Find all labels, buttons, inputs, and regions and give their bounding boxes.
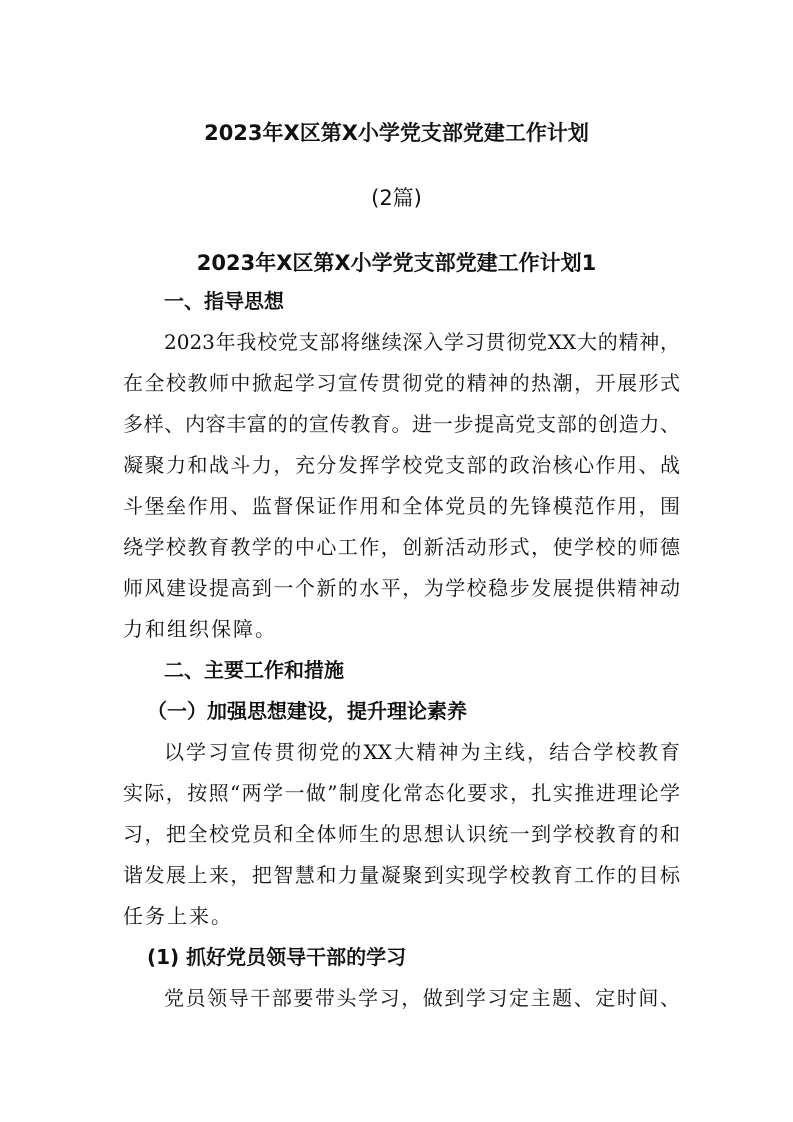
- paragraph-line: 以学习宣传贯彻党的XX大精神为主线，结合学校教育: [164, 740, 680, 764]
- paragraph-line: 习，把全校党员和全体师生的思想认识统一到学校教育的和: [123, 822, 680, 846]
- paragraph-line: 谐发展上来，把智慧和力量凝聚到实现学校教育工作的目标: [123, 863, 680, 887]
- paragraph-line: 任务上来。: [123, 904, 233, 928]
- document-subtitle: 2023年X区第X小学党支部党建工作计划1: [196, 251, 597, 275]
- paragraph-line: 实际，按照“两学一做”制度化常态化要求，扎实推进理论学: [123, 781, 680, 805]
- paragraph-line: 党员领导干部要带头学习，做到学习定主题、定时间、: [164, 986, 680, 1010]
- section-heading: 一、指导思想: [164, 289, 284, 313]
- document-count: (2篇): [371, 186, 422, 210]
- paragraph-line: 多样、内容丰富的的宣传教育。进一步提高党支部的创造力、: [123, 412, 680, 436]
- paragraph-line: 绕学校教育教学的中心工作，创新活动形式，使学校的师德: [123, 535, 680, 559]
- paragraph-line: 凝聚力和战斗力，充分发挥学校党支部的政治核心作用、战: [123, 453, 680, 477]
- subsection-heading: （一）加强思想建设，提升理论素养: [147, 699, 467, 723]
- item-heading: (1) 抓好党员领导干部的学习: [147, 945, 407, 969]
- document-body: [123, 281, 680, 1019]
- paragraph-line: 在全校教师中掀起学习宣传贯彻党的精神的热潮，开展形式: [123, 371, 680, 395]
- paragraph-line: 斗堡垒作用、监督保证作用和全体党员的先锋模范作用，围: [123, 494, 680, 518]
- paragraph-line: 师风建设提高到一个新的水平，为学校稳步发展提供精神动: [123, 576, 680, 600]
- section-heading: 二、主要工作和措施: [164, 658, 344, 682]
- paragraph-line: 力和组织保障。: [123, 617, 277, 641]
- paragraph-line: 2023年我校党支部将继续深入学习贯彻党XX大的精神，: [164, 330, 680, 354]
- document-title: 2023年X区第X小学党支部党建工作计划: [204, 121, 589, 145]
